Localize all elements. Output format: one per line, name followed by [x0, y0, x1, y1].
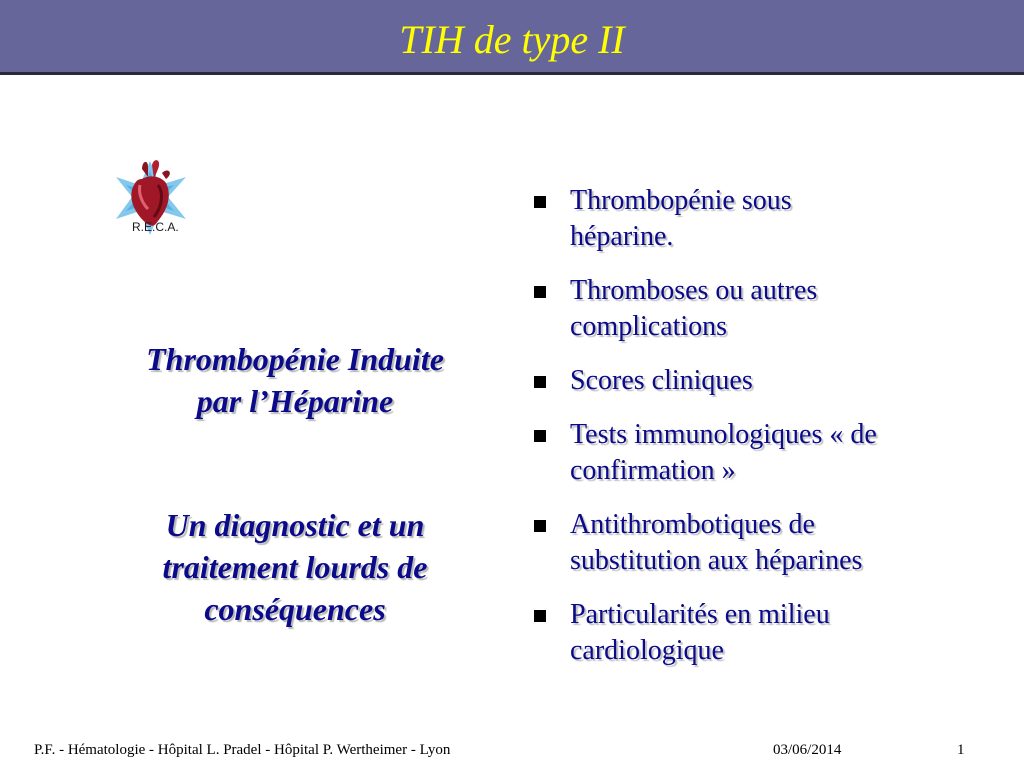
bullet-text: Particularités en milieu: [570, 599, 830, 630]
heading-line: par l’Héparine: [196, 383, 394, 419]
bullet-text: confirmation »: [570, 455, 736, 486]
bullet-text: Antithrombotiques de: [570, 509, 815, 540]
subheading-line: Un diagnostic et un: [165, 507, 425, 543]
bullet-text: Scores cliniques: [570, 365, 753, 396]
subheading-line: conséquences: [204, 591, 386, 627]
bullet-text: complications: [570, 311, 728, 342]
bullet-item: [528, 273, 988, 345]
slide-title: TIH de type II: [399, 17, 625, 62]
bullet-text: Tests immunologiques « de: [570, 419, 877, 450]
bullet-text: Thrombopénie sous: [570, 185, 792, 216]
bullet-item: [528, 417, 988, 489]
footer-source: P.F. - Hématologie - Hôpital L. Pradel - Hôpital P. Wertheimer - Lyon: [34, 742, 451, 758]
bullet-item: [528, 507, 988, 579]
title-bar: [0, 0, 1024, 75]
square-bullet-icon: [534, 430, 546, 442]
footer-page-number: 1: [957, 742, 965, 758]
bullet-text: Thromboses ou autres: [570, 275, 818, 306]
sub-heading: [95, 504, 495, 630]
heading-line: Thrombopénie Induite: [146, 341, 444, 377]
bullet-item: [528, 183, 988, 255]
bullet-list: [528, 183, 988, 687]
bullet-text: substitution aux héparines: [570, 545, 863, 576]
square-bullet-icon: [534, 376, 546, 388]
heart-body: [131, 176, 169, 225]
footer-date: 03/06/2014: [773, 742, 842, 758]
bullet-text: cardiologique: [570, 635, 724, 666]
square-bullet-icon: [534, 286, 546, 298]
bullet-text: héparine.: [570, 221, 674, 252]
main-heading: [95, 338, 495, 422]
subheading-line: traitement lourds de: [162, 549, 428, 585]
bullet-item: [528, 363, 988, 399]
square-bullet-icon: [534, 196, 546, 208]
heart-vessel: [162, 171, 170, 179]
logo-label: R.E.C.A.: [132, 220, 179, 234]
square-bullet-icon: [534, 610, 546, 622]
square-bullet-icon: [534, 520, 546, 532]
bullet-item: [528, 597, 988, 669]
